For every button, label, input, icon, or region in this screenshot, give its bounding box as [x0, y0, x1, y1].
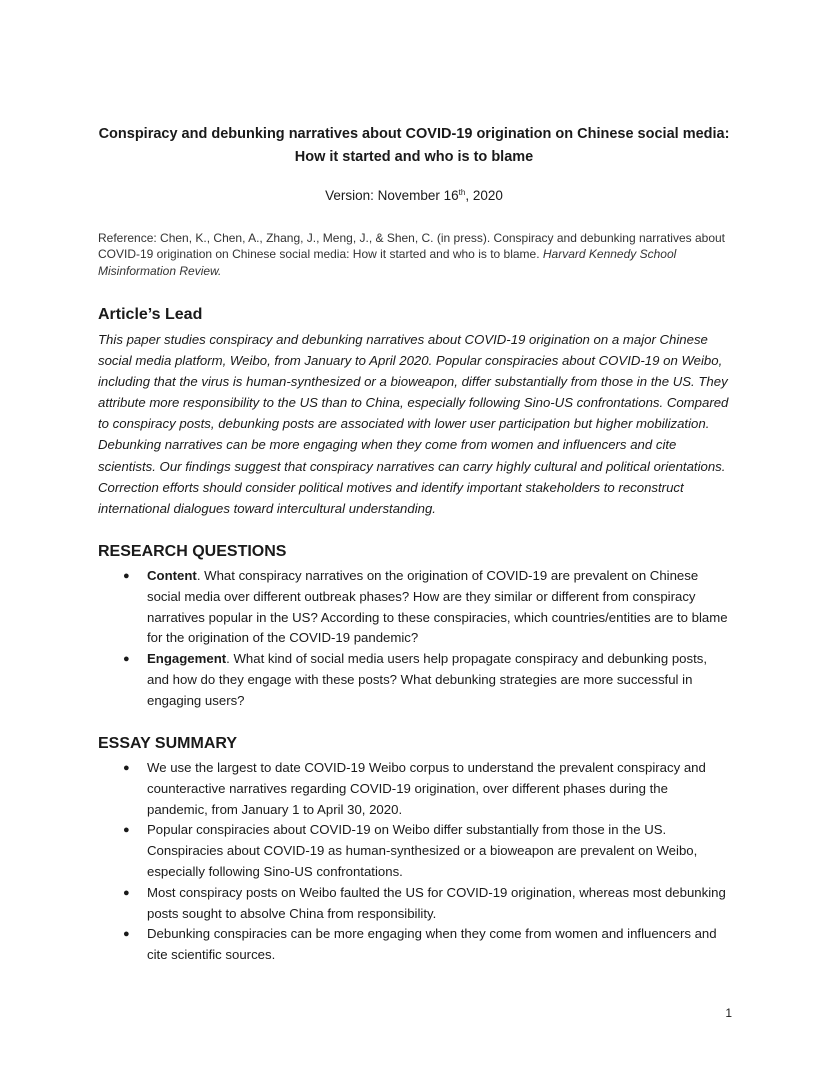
summary-text: We use the largest to date COVID-19 Weibo corpus to understand the prevalent conspiracy and counteractive narratives regarding COVID-19 origination, over different phases during the pandemic, from January 1 to April 30, 2020.	[147, 760, 706, 817]
reference-citation	[98, 230, 732, 279]
bullet-icon: ●	[123, 653, 130, 666]
lead-paragraph: This paper studies conspiracy and debunking narratives about COVID-19 origination on a major Chinese social media platform, Weibo, from January to April 2020. Popular conspiracies about COVID-19 on Weibo, including that the virus is human-synthesized or a bioweapon, differ substantially from those in the US. They attribute more responsibility to the US than to China, especially following Sino-US confrontations. Compared to conspiracy posts, debunking posts are associated with lower user participation but higher mobilization. Debunking narratives can be more engaging when they come from women and influencers and cite scientists. Our findings suggest that conspiracy narratives can carry highly cultural and political orientations. Correction efforts should consider political motives and identify important stakeholders to reconstruct international dialogues toward intercultural understanding.	[98, 332, 729, 516]
rq-label: Engagement	[147, 651, 227, 667]
bullet-icon: ●	[123, 762, 130, 774]
bullet-icon: ●	[123, 928, 130, 941]
list-item	[120, 566, 732, 649]
rq-label: Content	[147, 568, 197, 583]
version-prefix: Version: November 16	[325, 188, 459, 203]
list-item	[120, 649, 732, 711]
rq-text: . What kind of social media users help propagate conspiracy and debunking posts, and how do they engage with these posts? What debunking strategies are more successful in engaging users?	[147, 651, 708, 708]
page-number: 1	[725, 1006, 732, 1020]
summary-text: Debunking conspiracies can be more engaging when they come from women and influencers and cite scientific sources.	[147, 926, 717, 963]
bullet-icon: ●	[123, 886, 130, 899]
research-questions-list	[120, 566, 732, 712]
list-item	[120, 924, 732, 966]
research-questions-heading: RESEARCH QUESTIONS	[98, 543, 287, 560]
list-item	[120, 758, 732, 820]
bullet-icon: ●	[123, 824, 130, 837]
lead-heading: Article’s Lead	[98, 306, 203, 323]
summary-text: Popular conspiracies about COVID-19 on Weibo differ substantially from those in the US. Conspiracies about COVID-19 as human-synthesized or a bioweapon are prevalent on Weibo, especially following Sino-US confrontations.	[147, 822, 698, 879]
list-item	[120, 820, 732, 882]
reference-label: Reference	[98, 231, 154, 245]
version-line	[0, 188, 828, 203]
essay-summary-list	[120, 758, 732, 966]
essay-summary-heading: ESSAY SUMMARY	[98, 735, 237, 752]
summary-text: Most conspiracy posts on Weibo faulted the US for COVID-19 origination, whereas most debunking posts sought to absolve China from responsibility.	[147, 884, 726, 921]
paper-title	[60, 123, 768, 169]
rq-text: . What conspiracy narratives on the origination of COVID-19 are prevalent on Chinese social media over different outbreak phases? How are they similar or different from conspiracy narratives popular in the US? According to these conspiracies, which countries/entities are to blame for the origination of the COVID-19 pandemic?	[147, 568, 728, 646]
bullet-icon: ●	[123, 570, 130, 582]
version-superscript: th	[458, 188, 466, 197]
title-line-2: How it started and who is to blame	[294, 149, 534, 165]
list-item	[120, 883, 732, 925]
reference-journal: Harvard Kennedy School Misinformation Review.	[98, 247, 677, 278]
version-suffix: , 2020	[465, 188, 503, 203]
reference-text: : Chen, K., Chen, A., Zhang, J., Meng, J., & Shen, C. (in press). Conspiracy and debunking narratives about COVID-19 origination on Chinese social media: How it started and who is to blame.	[98, 231, 726, 262]
title-line-1: Conspiracy and debunking narratives about COVID-19 origination on Chinese social media:	[98, 126, 730, 142]
